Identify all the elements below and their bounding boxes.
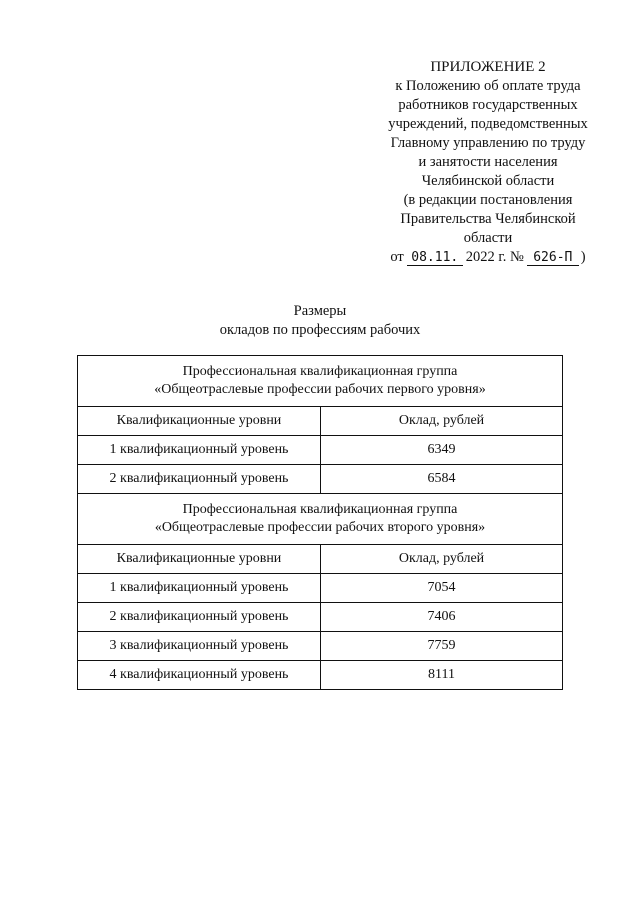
table-row bbox=[78, 632, 563, 661]
salary-table bbox=[77, 355, 563, 690]
column-header-row bbox=[78, 407, 563, 436]
resolution-date-line bbox=[375, 248, 601, 267]
handwritten-date: 08.11. bbox=[407, 250, 463, 266]
level-cell: 2 квалификационный уровень bbox=[78, 603, 321, 632]
column-header-salary: Оклад, рублей bbox=[321, 545, 563, 574]
salary-cell: 7406 bbox=[321, 603, 563, 632]
appendix-line: Челябинской области bbox=[421, 173, 555, 189]
column-header-level: Квалификационные уровни bbox=[78, 545, 321, 574]
appendix-line: Правительства Челябинской bbox=[400, 211, 576, 227]
table-row bbox=[78, 661, 563, 690]
column-header-salary: Оклад, рублей bbox=[321, 407, 563, 436]
appendix-title: ПРИЛОЖЕНИЕ 2 bbox=[430, 59, 546, 75]
appendix-line: Главному управлению по труду bbox=[390, 135, 586, 151]
title-line-1: Размеры bbox=[293, 303, 347, 319]
appendix-line: работников государственных bbox=[398, 97, 578, 113]
salary-cell: 6349 bbox=[321, 436, 563, 465]
level-cell: 4 квалификационный уровень bbox=[78, 661, 321, 690]
year-text: 2022 г. № bbox=[465, 249, 524, 265]
document-title bbox=[0, 302, 640, 340]
group-header-row bbox=[78, 356, 563, 407]
level-cell: 1 квалификационный уровень bbox=[78, 574, 321, 603]
group-header-row bbox=[78, 494, 563, 545]
salary-cell: 6584 bbox=[321, 465, 563, 494]
group-title: Профессиональная квалификационная группа bbox=[182, 502, 458, 517]
table-row bbox=[78, 436, 563, 465]
appendix-line: (в редакции постановления bbox=[403, 192, 573, 208]
salary-cell: 7759 bbox=[321, 632, 563, 661]
group-title: Профессиональная квалификационная группа bbox=[182, 364, 458, 379]
handwritten-number: 626-П bbox=[527, 250, 579, 266]
level-cell: 2 квалификационный уровень bbox=[78, 465, 321, 494]
column-header-level: Квалификационные уровни bbox=[78, 407, 321, 436]
group-name: «Общеотраслевые профессии рабочих второго уровня» bbox=[154, 520, 486, 535]
group-name: «Общеотраслевые профессии рабочих первого уровня» bbox=[154, 382, 486, 397]
date-prefix: от bbox=[390, 249, 404, 265]
group-header bbox=[78, 356, 563, 407]
appendix-header bbox=[375, 58, 601, 267]
table-row bbox=[78, 465, 563, 494]
appendix-line: и занятости населения bbox=[418, 154, 558, 170]
close-paren: ) bbox=[580, 249, 586, 265]
salary-cell: 7054 bbox=[321, 574, 563, 603]
table-row bbox=[78, 574, 563, 603]
group-header bbox=[78, 494, 563, 545]
column-header-row bbox=[78, 545, 563, 574]
level-cell: 3 квалификационный уровень bbox=[78, 632, 321, 661]
appendix-line: области bbox=[463, 230, 513, 246]
salary-cell: 8111 bbox=[321, 661, 563, 690]
level-cell: 1 квалификационный уровень bbox=[78, 436, 321, 465]
title-line-2: окладов по профессиям рабочих bbox=[219, 322, 421, 338]
appendix-line: к Положению об оплате труда bbox=[395, 78, 581, 94]
table-row bbox=[78, 603, 563, 632]
appendix-line: учреждений, подведомственных bbox=[388, 116, 588, 132]
